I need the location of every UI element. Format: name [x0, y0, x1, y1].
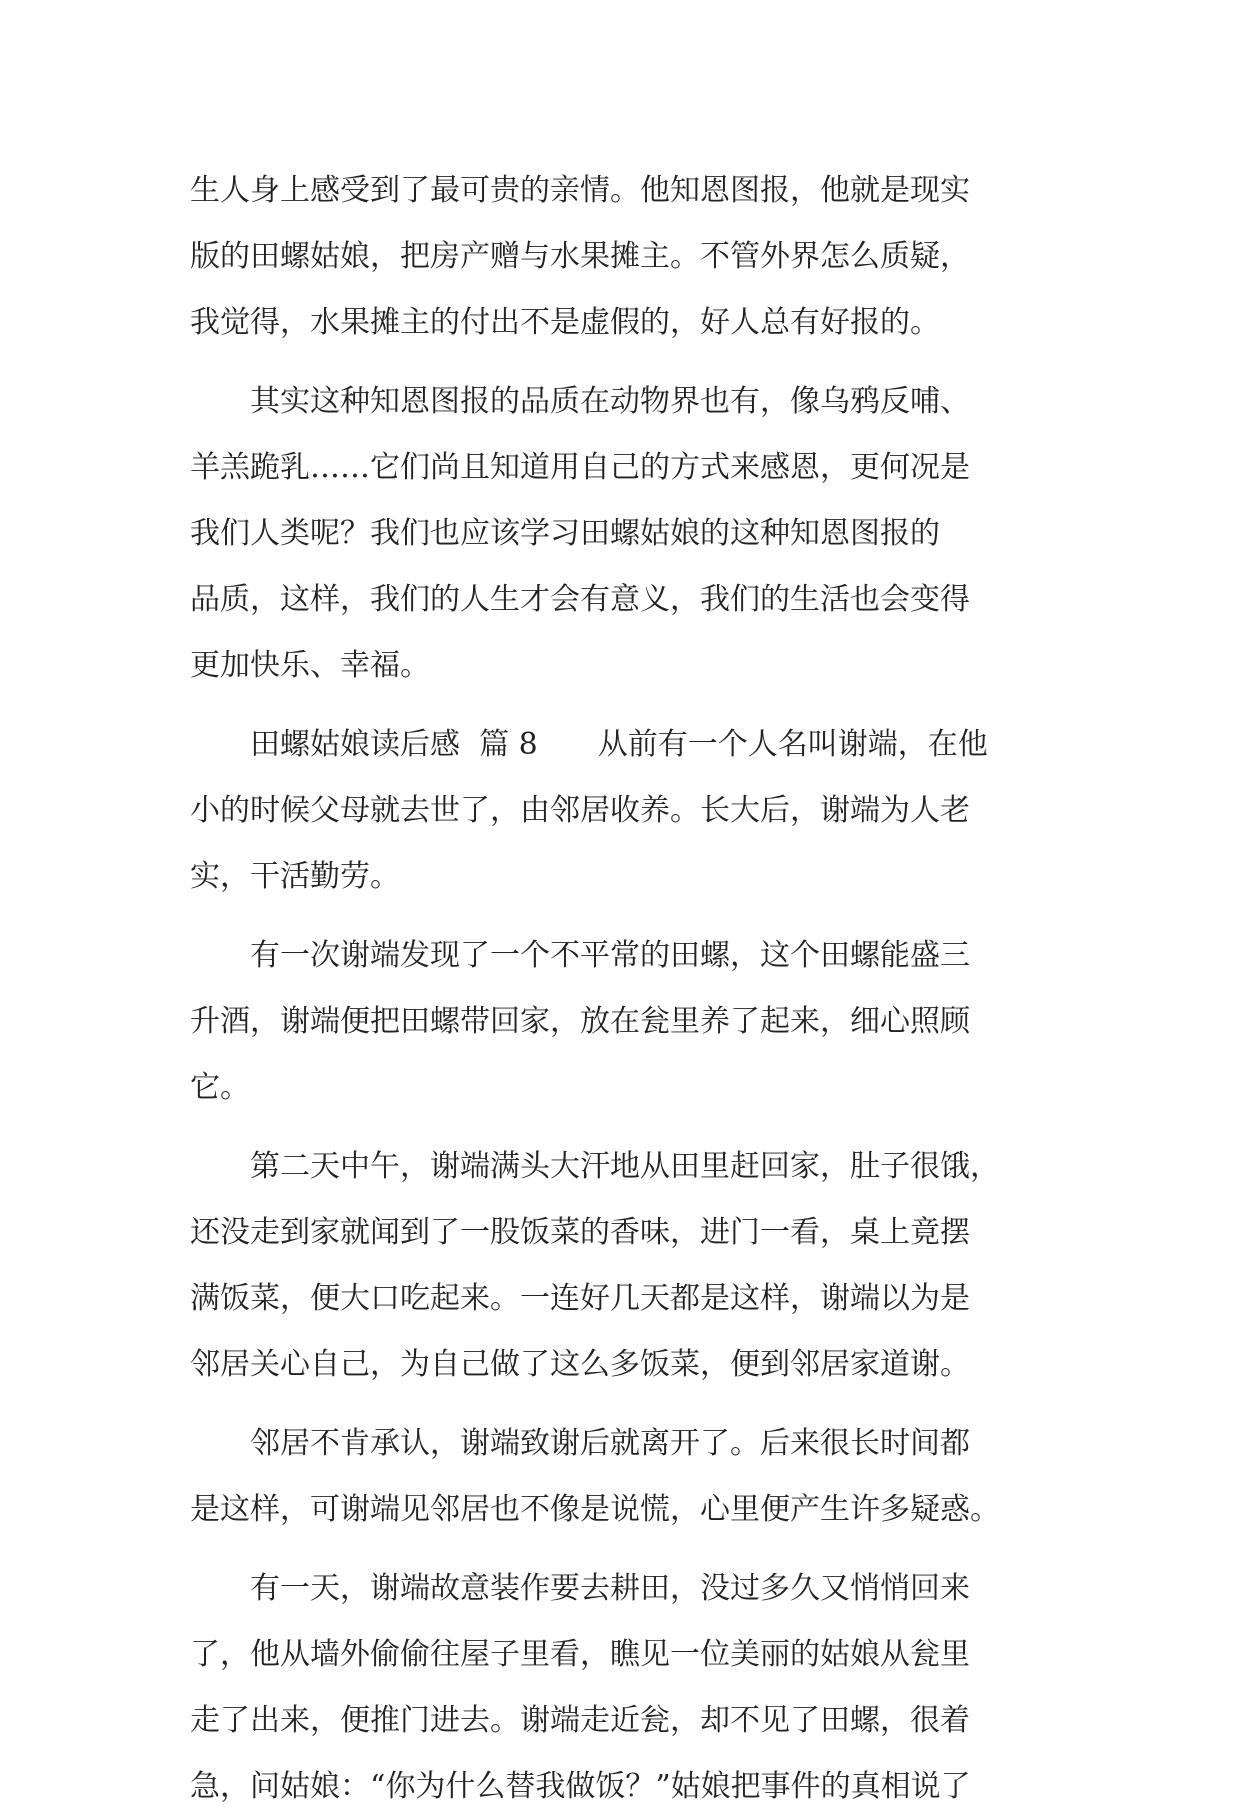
text-line: 还没走到家就闻到了一股饭菜的香味，进门一看，桌上竟摆	[190, 1215, 970, 1250]
text-line: 我觉得，水果摊主的付出不是虚假的，好人总有好报的。	[190, 305, 940, 340]
text-line: 版的田螺姑娘，把房产赠与水果摊主。不管外界怎么质疑，	[190, 239, 970, 274]
text-line: 羊羔跪乳……它们尚且知道用自己的方式来感恩，更何况是	[190, 450, 970, 485]
text-line: 生人身上感受到了最可贵的亲情。他知恩图报，他就是现实	[190, 173, 970, 208]
text-line: 更加快乐、幸福。	[190, 648, 430, 683]
paragraph	[190, 369, 1080, 699]
text-line: 邻居不肯承认，谢端致谢后就离开了。后来很长时间都	[190, 1426, 970, 1461]
text-line: 其实这种知恩图报的品质在动物界也有，像乌鸦反哺、	[190, 384, 970, 419]
paragraph	[190, 1556, 1080, 1820]
paragraph	[190, 158, 1080, 356]
body-text	[190, 158, 1080, 1820]
text-line: 小的时候父母就去世了，由邻居收养。长大后，谢端为人老	[190, 793, 970, 828]
text-line: 品质，这样，我们的人生才会有意义，我们的生活也会变得	[190, 582, 970, 617]
text-line: 升酒，谢端便把田螺带回家，放在瓮里养了起来，细心照顾	[190, 1004, 970, 1039]
text-line: 第二天中午，谢端满头大汗地从田里赶回家，肚子很饿，	[190, 1149, 1000, 1184]
text-line: 有一天，谢端故意装作要去耕田，没过多久又悄悄回来	[190, 1571, 970, 1606]
text-line: 实，干活勤劳。	[190, 859, 400, 894]
text-line: 了，他从墙外偷偷往屋子里看，瞧见一位美丽的姑娘从瓮里	[190, 1637, 970, 1672]
text-line: 急，问姑娘：“你为什么替我做饭？”姑娘把事件的真相说了	[190, 1769, 971, 1804]
text-line: 邻居关心自己，为自己做了这么多饭菜，便到邻居家道谢。	[190, 1347, 970, 1382]
paragraph	[190, 1134, 1080, 1398]
paragraph	[190, 712, 1080, 910]
text-line: 是这样，可谢端见邻居也不像是说慌，心里便产生许多疑惑。	[190, 1492, 1000, 1527]
text-line: 我们人类呢？我们也应该学习田螺姑娘的这种知恩图报的	[190, 516, 940, 551]
paragraph	[190, 923, 1080, 1121]
paragraph	[190, 1411, 1080, 1543]
text-line: 它。	[190, 1070, 250, 1105]
text-line: 有一次谢端发现了一个不平常的田螺，这个田螺能盛三	[190, 938, 970, 973]
text-line: 走了出来，便推门进去。谢端走近瓮，却不见了田螺，很着	[190, 1703, 970, 1738]
text-line: 满饭菜，便大口吃起来。一连好几天都是这样，谢端以为是	[190, 1281, 970, 1316]
text-line: 田螺姑娘读后感 篇 8 从前有一个人名叫谢端，在他	[190, 727, 988, 762]
